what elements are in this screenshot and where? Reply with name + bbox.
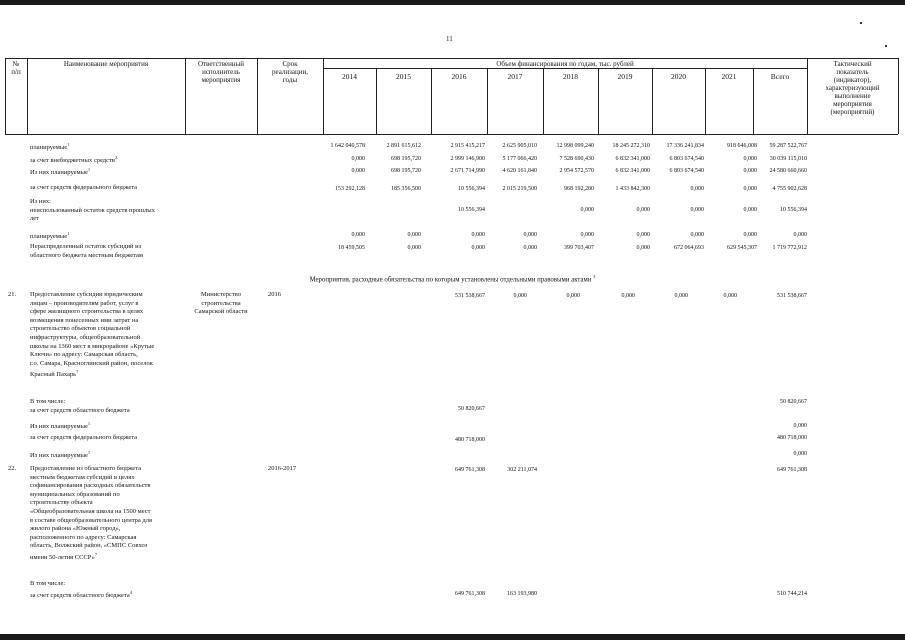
row-value: 0,000 (407, 245, 421, 251)
value-2016: 531 538,667 (455, 293, 485, 299)
row-value: 0,000 (690, 207, 704, 213)
value-2017: 302 211,074 (507, 467, 537, 473)
row-label: за счет внебюджетных средств$^2$ (30, 155, 118, 165)
year-total: Всего (770, 72, 790, 81)
row-value: 2 625 905,010 (502, 143, 537, 149)
sub-value-2016: 50 820,667 (458, 406, 485, 412)
header-executor: Ответственный исполнитель мероприятия (197, 60, 245, 84)
value-2016: 649 761,308 (455, 467, 485, 473)
header-num: № п/п (11, 60, 21, 76)
row-value: 10 556,394 (458, 207, 485, 213)
sub-value-total: 0,000 (793, 423, 807, 429)
row-value: 0,000 (690, 186, 704, 192)
value-2021: 0,000 (723, 293, 737, 299)
year-2020: 2020 (671, 72, 686, 81)
value-2017: 0,000 (513, 293, 527, 299)
sub-value-total: 510 744,214 (777, 591, 807, 597)
sub-value-2016: 480 718,000 (455, 437, 485, 443)
row-value: 0,000 (636, 245, 650, 251)
row-value: 4 755 902,628 (772, 186, 807, 192)
row-label: Нераспределенный остаток субсидий из областного бюджета местным бюджетам (30, 243, 144, 259)
row-value: 0,000 (580, 207, 594, 213)
row-value: 629 545,307 (727, 245, 757, 251)
row-value: 0,000 (471, 245, 485, 251)
row-value: 1 719 772,912 (772, 245, 807, 251)
item-term: 2016 (268, 291, 281, 298)
row-value: 59 287 522,767 (769, 143, 807, 149)
row-value: 0,000 (743, 168, 757, 174)
row-value: 0,000 (523, 245, 537, 251)
scan-speck (885, 45, 887, 47)
row-value: 0,000 (580, 232, 594, 238)
row-value: 0,000 (743, 186, 757, 192)
sub-label: за счет средств федерального бюджета (30, 434, 138, 441)
value-total: 649 761,308 (777, 467, 807, 473)
sub-value-total: 50 820,667 (780, 399, 807, 405)
row-value: 5 177 066,420 (502, 156, 537, 162)
item-name: Предоставление из областного бюджета местным бюджетам субсидий в целях софинансирования расходных обязательств муниципальных образований по строительству объекта «Общеобразовательная школа на 1500 мест в составе общеобразовательного центра для жилого района «Южный город», расположенного по адресу: Самарская область, Волжский район, «СМПС Совхоз имени 50-летия СССР»$^7$ (30, 465, 152, 562)
row-value: 1 642 040,578 (330, 143, 365, 149)
row-value: 6 803 674,540 (669, 168, 704, 174)
row-value: 2 671 714,990 (450, 168, 485, 174)
row-value: 153 292,128 (335, 186, 365, 192)
row-value: 0,000 (407, 232, 421, 238)
row-value: 12 998 099,240 (556, 143, 594, 149)
item-name: Предоставление субсидии юридическим лицам – производителям работ, услуг в сфере жилищного строительства в целях возмещения понесенных ими затрат на строительство объектов социальной инфраструктуры, общеобразовательной школы на 1360 мест в микрорайоне «Крутые Ключи» по адресу: Самарская область, г.о. Самара, Красноглинский район, поселок Красный Пахарь$^7$ (30, 291, 155, 379)
section-title: Мероприятия, расходные обязательства по которым установлены отдельными правовыми актами $^3$ (309, 274, 596, 284)
sub-label: Из них планируемые$^1$ (30, 450, 91, 460)
year-2017: 2017 (507, 72, 523, 81)
sub-value-total: 0,000 (793, 451, 807, 457)
year-2019: 2019 (617, 72, 633, 81)
row-value: 399 703,407 (564, 245, 594, 251)
value-2019: 0,000 (621, 293, 635, 299)
sub-value-2017: 163 193,980 (507, 591, 537, 597)
row-value: 2 954 572,570 (559, 168, 594, 174)
row-value: 0,000 (351, 232, 365, 238)
row-value: 698 195,720 (391, 168, 421, 174)
row-value: 4 620 161,840 (502, 168, 537, 174)
header-name: Наименование мероприятия (63, 60, 149, 68)
row-value: 918 646,008 (727, 143, 757, 149)
row-value: 672 064,693 (674, 245, 704, 251)
row-value: 0,000 (351, 168, 365, 174)
row-value: 0,000 (743, 232, 757, 238)
year-2014: 2014 (342, 72, 357, 81)
item-number: 22. (8, 465, 17, 472)
row-label: Из них: неиспользованный остаток средств прошлых лет (30, 198, 155, 223)
row-value: 2 891 615,612 (386, 143, 421, 149)
row-value: 0,000 (636, 232, 650, 238)
value-total: 531 538,667 (777, 293, 807, 299)
sub-value-total: 480 718,000 (777, 435, 807, 441)
row-value: 1 433 842,300 (615, 186, 650, 192)
row-value: 0,000 (471, 232, 485, 238)
bottom-scan-border (0, 634, 905, 640)
row-value: 6 832 341,000 (615, 156, 650, 162)
header-indicator: Тактический показатель (индикатор), характеризующий выполнение мероприятия (мероприятий) (825, 60, 880, 116)
item-number: 21. (8, 291, 17, 298)
row-value: 0,000 (743, 207, 757, 213)
sub-value-2016: 649 761,308 (455, 591, 485, 597)
row-value: 2 999 146,900 (450, 156, 485, 162)
sub-label: В том числе: за счет средств областного бюджета (30, 398, 130, 414)
row-value: 0,000 (743, 156, 757, 162)
row-value: 2 915 415,217 (450, 143, 485, 149)
year-2016: 2016 (451, 72, 467, 81)
year-2021: 2021 (721, 72, 737, 81)
year-2015: 2015 (396, 72, 411, 81)
row-label: Из них планируемые$^1$ (30, 167, 91, 177)
row-value: 6 832 341,000 (615, 168, 650, 174)
row-label: планируемые$^1$ (30, 142, 70, 152)
item-executor: Министерство строительства Самарской области (194, 291, 248, 316)
row-value: 0,000 (690, 232, 704, 238)
row-value: 698 195,720 (391, 156, 421, 162)
row-value: 185 356,500 (391, 186, 421, 192)
row-value: 6 803 674,540 (669, 156, 704, 162)
row-value: 7 528 690,430 (559, 156, 594, 162)
row-value: 10 556,394 (458, 186, 485, 192)
item-term: 2016-2017 (268, 465, 297, 472)
top-scan-border (0, 0, 905, 5)
row-value: 17 336 241,834 (666, 143, 704, 149)
row-value: 24 580 660,660 (769, 168, 807, 174)
scan-speck (860, 22, 862, 24)
year-2018: 2018 (563, 72, 578, 81)
row-label: планируемые$^1$ (30, 231, 70, 241)
row-value: 0,000 (523, 232, 537, 238)
row-value: 0,000 (793, 232, 807, 238)
row-value: 30 039 115,010 (769, 156, 807, 162)
row-value: 0,000 (351, 156, 365, 162)
header-financing: Объем финансирования по годам, тыс. рублей (496, 60, 634, 68)
row-value: 2 015 219,500 (502, 186, 537, 192)
row-value: 18 245 272,310 (612, 143, 650, 149)
sub-label: В том числе: за счет средств областного бюджета$^4$ (30, 580, 132, 599)
value-2018: 0,000 (566, 293, 580, 299)
sub-label: Из них планируемые$^1$ (30, 421, 91, 431)
header-term: Срок реализации, годы (272, 60, 308, 84)
row-value: 968 192,200 (564, 186, 594, 192)
page-number: 11 (446, 35, 453, 43)
row-value: 0,000 (636, 207, 650, 213)
value-2020: 0,000 (674, 293, 688, 299)
row-value: 18 459,505 (338, 245, 365, 251)
row-value: 10 556,394 (780, 207, 807, 213)
row-label: за счет средств федерального бюджета (30, 184, 138, 191)
